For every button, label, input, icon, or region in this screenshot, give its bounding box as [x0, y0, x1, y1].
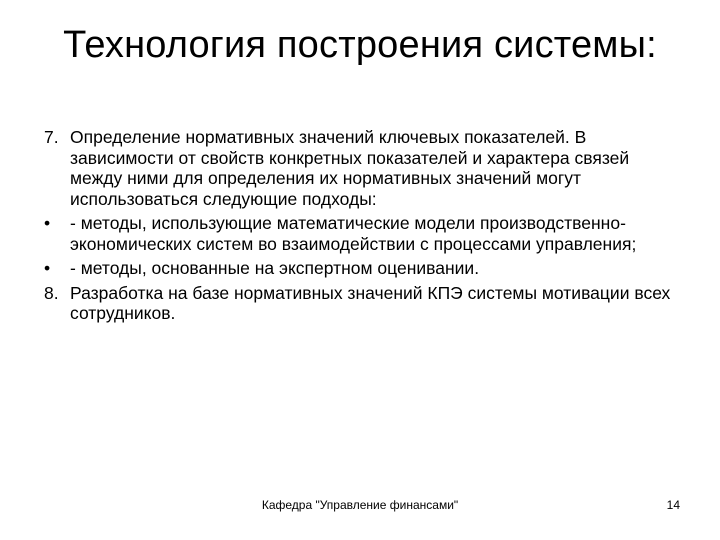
list-marker: 7. — [44, 127, 59, 147]
list-item-text: Разработка на базе нормативных значений КПЭ системы мотивации всех сотрудников. — [70, 282, 671, 323]
list-item-text: - методы, основанные на экспертном оценивании. — [70, 258, 480, 278]
list-marker: 8. — [44, 282, 59, 303]
list-item — [44, 258, 684, 279]
slide-body — [44, 127, 684, 328]
footer-department: Кафедра "Управление финансами" — [261, 498, 459, 512]
list-item — [44, 213, 684, 254]
list-item — [44, 283, 684, 324]
list-item — [44, 127, 684, 209]
bullet-marker: • — [44, 258, 51, 278]
page-number: 14 — [666, 498, 680, 512]
list-item-text: Определение нормативных значений ключевых показателей. В зависимости от свойств конкретных показателей и характера связей между ними для определения их нормативных значений могут использоваться следующие подходы: — [70, 127, 630, 209]
slide-title: Технология построения системы: — [63, 24, 657, 66]
list-item-text: - методы, использующие математические модели производственно-экономических систем во взаимодействии с процессами управления; — [70, 213, 637, 254]
bullet-marker: • — [44, 213, 51, 233]
